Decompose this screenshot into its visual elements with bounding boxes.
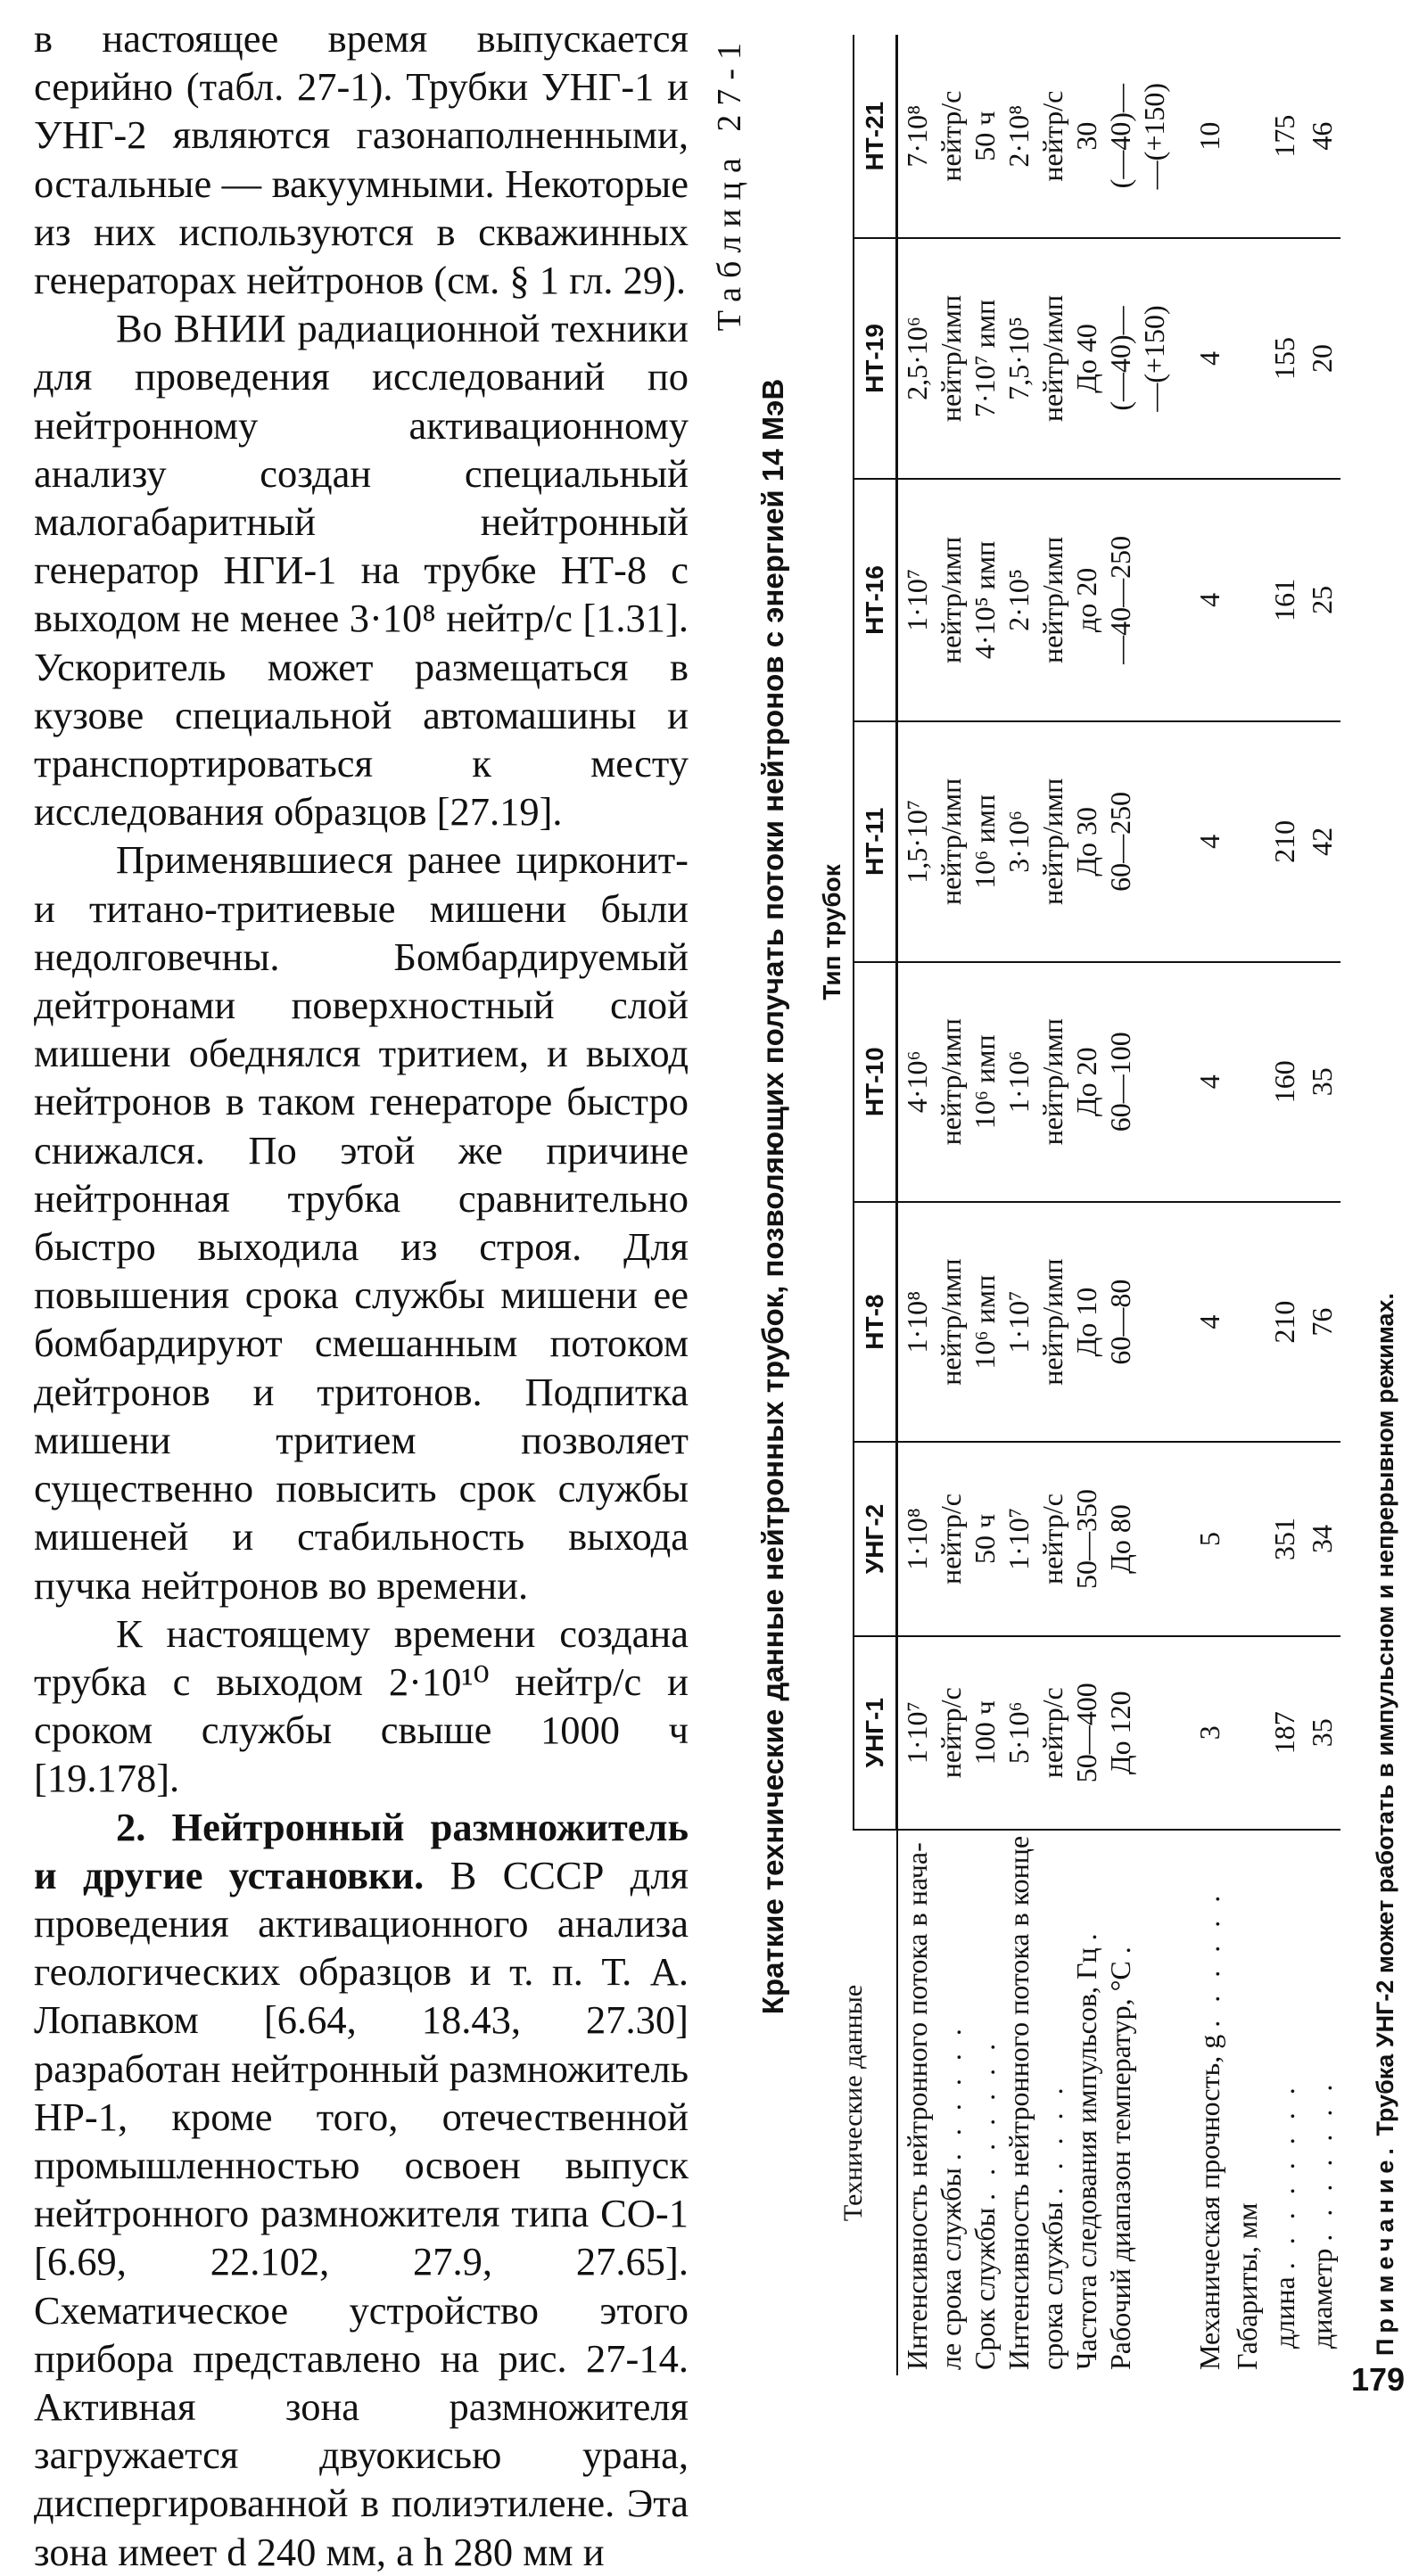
value-cell: 20 bbox=[1303, 238, 1340, 478]
value-cell: 175 bbox=[1266, 35, 1303, 238]
param-label: Интенсивность нейтронного потока в нача- bbox=[900, 1842, 933, 2370]
cell-line: 50 ч bbox=[969, 111, 1001, 161]
cell-line: нейтр/с bbox=[1036, 1494, 1068, 1584]
note-text: Трубка УНГ-2 может работать в импульсном и непрерывном режимах. bbox=[1372, 1292, 1398, 2136]
cell-line: нейтр/имп bbox=[1036, 1018, 1068, 1146]
group-header: Тип трубок bbox=[812, 35, 854, 1830]
param-label: ле срока службы bbox=[934, 2168, 967, 2370]
value-cell: 35 bbox=[1303, 1636, 1340, 1830]
cell-line: нейтр/имп bbox=[1036, 1258, 1068, 1386]
cell-line: нейтр/имп bbox=[1036, 778, 1068, 905]
value-cell bbox=[897, 1442, 1174, 1635]
cell-line: До 40 bbox=[1070, 324, 1102, 393]
value-cell: 10 bbox=[1173, 35, 1228, 238]
param-cell bbox=[1228, 1830, 1266, 2375]
value-cell bbox=[897, 35, 1174, 238]
cell-line: (—40)— bbox=[1104, 84, 1136, 189]
value-cell: 25 bbox=[1303, 479, 1340, 721]
value-cell: 5 bbox=[1173, 1442, 1228, 1635]
value-cell: 161 bbox=[1266, 479, 1303, 721]
cell-line: нейтр/с bbox=[1036, 1687, 1068, 1779]
param-label: Срок службы bbox=[968, 2207, 1001, 2370]
table-row bbox=[1228, 35, 1266, 2375]
param-label: Частота следования импульсов, Гц bbox=[1069, 1947, 1102, 2370]
note-label: Примечание. bbox=[1372, 2143, 1398, 2356]
cell-line: нейтр/с bbox=[935, 1687, 967, 1779]
cell-line: 2·10⁵ bbox=[1002, 569, 1035, 631]
column-header: НТ-10 bbox=[854, 962, 897, 1202]
param-cell: длина . . . . . . . . bbox=[1268, 2082, 1300, 2349]
cell-line: 1·10⁸ bbox=[901, 1290, 933, 1354]
cell-line: 7·10⁸ bbox=[901, 104, 933, 168]
column-header: НТ-19 bbox=[854, 238, 897, 478]
cell-line: 50—400 bbox=[1070, 1683, 1102, 1783]
param-label: Интенсивность нейтронного потока в конце bbox=[1002, 1835, 1035, 2370]
value-cell: 155 bbox=[1266, 238, 1303, 478]
value-cell: 210 bbox=[1266, 1202, 1303, 1442]
value-cell bbox=[897, 962, 1174, 1202]
cell-line: До 80 bbox=[1104, 1504, 1136, 1574]
cell-line: 100 ч bbox=[969, 1700, 1001, 1765]
paragraph-5 bbox=[34, 1803, 689, 2576]
table-row bbox=[1266, 35, 1303, 2375]
cell-line: 2,5·10⁶ bbox=[901, 317, 933, 400]
cell-line: нейтр/имп bbox=[935, 536, 967, 664]
value-cell: 4 bbox=[1173, 1202, 1228, 1442]
cell-line: 1,5·10⁷ bbox=[901, 799, 933, 884]
cell-line: 4·10⁵ имп bbox=[969, 540, 1001, 660]
cell-line: (—40)— bbox=[1104, 306, 1136, 411]
cell-line: 3·10⁶ bbox=[1002, 810, 1035, 873]
column-header: НТ-8 bbox=[854, 1202, 897, 1442]
cell-line: нейтр/имп bbox=[935, 1258, 967, 1386]
value-cell: 4 bbox=[1173, 721, 1228, 961]
cell-line: нейтр/имп bbox=[935, 294, 967, 423]
cell-line: 30 bbox=[1070, 121, 1102, 151]
value-cell: 4 bbox=[1173, 962, 1228, 1202]
cell-line: 1·10⁸ bbox=[901, 1508, 933, 1570]
value-cell: 46 bbox=[1303, 35, 1340, 238]
value-cell: 42 bbox=[1303, 721, 1340, 961]
param-label: Рабочий диапазон температур, °С bbox=[1103, 1961, 1136, 2370]
param-cell: Интенсивность нейтронного потока в нача- ле срока службы . . . . . . Срок службы . . . . . . . Интенсивность нейтронного потока в конце срока службы . . . . . Частота следования импульсов, Гц . Рабочий диапазон температур, °С . bbox=[900, 1835, 1136, 2370]
value-cell: 160 bbox=[1266, 962, 1303, 1202]
table-label: Таблица 27-1 bbox=[711, 34, 748, 332]
cell-line: —(+150) bbox=[1138, 305, 1170, 412]
tubes-table bbox=[812, 35, 1340, 2375]
cell-line: 2·10⁸ bbox=[1002, 104, 1035, 168]
table-block bbox=[706, 27, 1427, 2391]
value-cell: 351 bbox=[1266, 1442, 1303, 1635]
cell-line: 1·10⁶ bbox=[1002, 1050, 1035, 1114]
cell-line: нейтр/с bbox=[935, 90, 967, 182]
cell-line: нейтр/имп bbox=[1036, 294, 1068, 423]
table-row bbox=[1303, 35, 1340, 2375]
paragraph-2: Во ВНИИ радиационной техники для проведения исследований по нейтронному активационному анализу создан специальный малогабаритный нейтронный генератор НГИ-1 на трубке НТ-8 с выходом не менее 3·10⁸ нейтр/с [1.31]. Ускоритель может размещаться в кузове специальной автомашины и транспортироваться к месту исследования образцов [27.19]. bbox=[34, 306, 689, 835]
column-header: УНГ-1 bbox=[854, 1636, 897, 1830]
paragraph-1: в настоящее время выпускается серийно (табл. 27-1). Трубки УНГ-1 и УНГ-2 являются газонаполненными, остальные — вакуумными. Некоторые из них используются в скважинных генераторах нейтронов (см. § 1 гл. 29). bbox=[34, 16, 689, 303]
cell-line: —(+150) bbox=[1138, 82, 1170, 190]
value-cell: 35 bbox=[1303, 962, 1340, 1202]
table-row bbox=[1173, 35, 1228, 2375]
paragraph-5-body: В СССР для проведения активационного анализа геологических образцов и т. п. Т. А. Лопавком [6.64, 18.43, 27.30] разработан нейтронный размножитель НР-1, кроме того, отечественной промышленностью освоен выпуск нейтронного размножителя типа СО-1 [6.69, 22.102, 27.9, 27.65]. Схематическое устройство этого прибора представлено на рис. 27-14. Активная зона размножителя загружается двуокисью урана, диспергированной в полиэтилене. Эта зона имеет d 240 мм, а h 280 мм и bbox=[34, 1852, 689, 2574]
param-label: диаметр bbox=[1306, 2248, 1338, 2349]
cell-line: 50 ч bbox=[969, 1513, 1001, 1565]
value-cell: 187 bbox=[1266, 1636, 1303, 1830]
cell-line: 60—100 bbox=[1104, 1032, 1136, 1132]
value-cell: 4 bbox=[1173, 238, 1228, 478]
cell-line: До 20 bbox=[1070, 1047, 1102, 1117]
cell-line: 60—80 bbox=[1104, 1279, 1136, 1365]
value-cell: 76 bbox=[1303, 1202, 1340, 1442]
page-number: 179 bbox=[1351, 2361, 1406, 2398]
cell-line: 50—350 bbox=[1070, 1488, 1102, 1589]
cell-line: 5·10⁶ bbox=[1002, 1701, 1035, 1765]
cell-line: 1·10⁷ bbox=[901, 1701, 933, 1765]
cell-line: 10⁶ имп bbox=[969, 1274, 1001, 1370]
cell-line: —40—250 bbox=[1104, 535, 1136, 664]
cell-line: 10⁶ имп bbox=[969, 1034, 1001, 1130]
cell-line: 7,5·10⁵ bbox=[1002, 317, 1035, 400]
paragraph-3: Применявшиеся ранее цирконит- и титано-тритиевые мишени были недолговечны. Бомбардируемый дейтронами поверхностный слой мишени обеднялся тритием, и выход нейтронов в таком генераторе быстро снижался. По этой же причине нейтронная трубка сравнительно быстро выходила из строя. Для повышения срока службы мишени ее бомбардируют смешанным потоком дейтронов и тритонов. Подпитка мишени тритием позволяет существенно повысить срок службы мишеней и стабильность выхода пучка нейтронов во времени. bbox=[34, 837, 689, 1608]
value-cell bbox=[897, 479, 1174, 721]
column-header: НТ-16 bbox=[854, 479, 897, 721]
param-label: срока службы bbox=[1035, 2202, 1068, 2370]
cell-line: нейтр/имп bbox=[1036, 536, 1068, 664]
column-header: НТ-21 bbox=[854, 35, 897, 238]
table-note bbox=[1372, 37, 1399, 2356]
cell-line: нейтр/с bbox=[935, 1494, 967, 1584]
text-column bbox=[34, 14, 689, 2576]
cell-line: 1·10⁷ bbox=[901, 569, 933, 631]
param-label: длина bbox=[1268, 2276, 1300, 2349]
value-cell bbox=[897, 1202, 1174, 1442]
section-heading: 2. Нейтронный размножитель и другие установки. bbox=[34, 1804, 689, 1897]
param-label: Механическая прочность, g bbox=[1193, 2034, 1225, 2370]
param-cell: Механическая прочность, g . . . . . . bbox=[1193, 1889, 1225, 2370]
cell-line: нейтр/имп bbox=[935, 778, 967, 905]
table-row bbox=[897, 35, 1174, 2375]
cell-line: До 120 bbox=[1104, 1691, 1136, 1775]
table-title: Краткие технические данные нейтронных трубок, позволяющих получать потоки нейтронов с энергией 14 МэВ bbox=[756, 378, 789, 2015]
cell-line: До 30 bbox=[1070, 806, 1102, 876]
cell-line: 1·10⁷ bbox=[1002, 1508, 1035, 1570]
value-cell: 210 bbox=[1266, 721, 1303, 961]
value-cell bbox=[897, 1636, 1174, 1830]
paragraph-4: К настоящему времени создана трубка с выходом 2·10¹⁰ нейтр/с и сроком службы свыше 1000 ч [19.178]. bbox=[34, 1610, 689, 1801]
param-label: Габариты, мм bbox=[1231, 2202, 1263, 2370]
cell-line: 60—250 bbox=[1104, 791, 1136, 892]
cell-line: До 10 bbox=[1070, 1287, 1102, 1357]
value-cell: 4 bbox=[1173, 479, 1228, 721]
cell-line: нейтр/с bbox=[1036, 90, 1068, 182]
column-header: УНГ-2 bbox=[854, 1442, 897, 1635]
value-cell: 34 bbox=[1303, 1442, 1340, 1635]
cell-line: 7·10⁷ имп bbox=[969, 299, 1001, 418]
column-header: НТ-11 bbox=[854, 721, 897, 961]
value-cell bbox=[897, 721, 1174, 961]
cell-line: 4·10⁶ bbox=[901, 1050, 933, 1114]
value-cell: 3 bbox=[1173, 1636, 1228, 1830]
cell-line: 10⁶ имп bbox=[969, 794, 1001, 889]
param-cell: диаметр . . . . . . . bbox=[1306, 2078, 1338, 2349]
value-cell bbox=[897, 238, 1174, 478]
cell-line: до 20 bbox=[1070, 567, 1102, 633]
param-header: Технические данные bbox=[812, 1830, 897, 2375]
cell-line: 1·10⁷ bbox=[1002, 1290, 1035, 1354]
cell-line: нейтр/имп bbox=[935, 1018, 967, 1146]
